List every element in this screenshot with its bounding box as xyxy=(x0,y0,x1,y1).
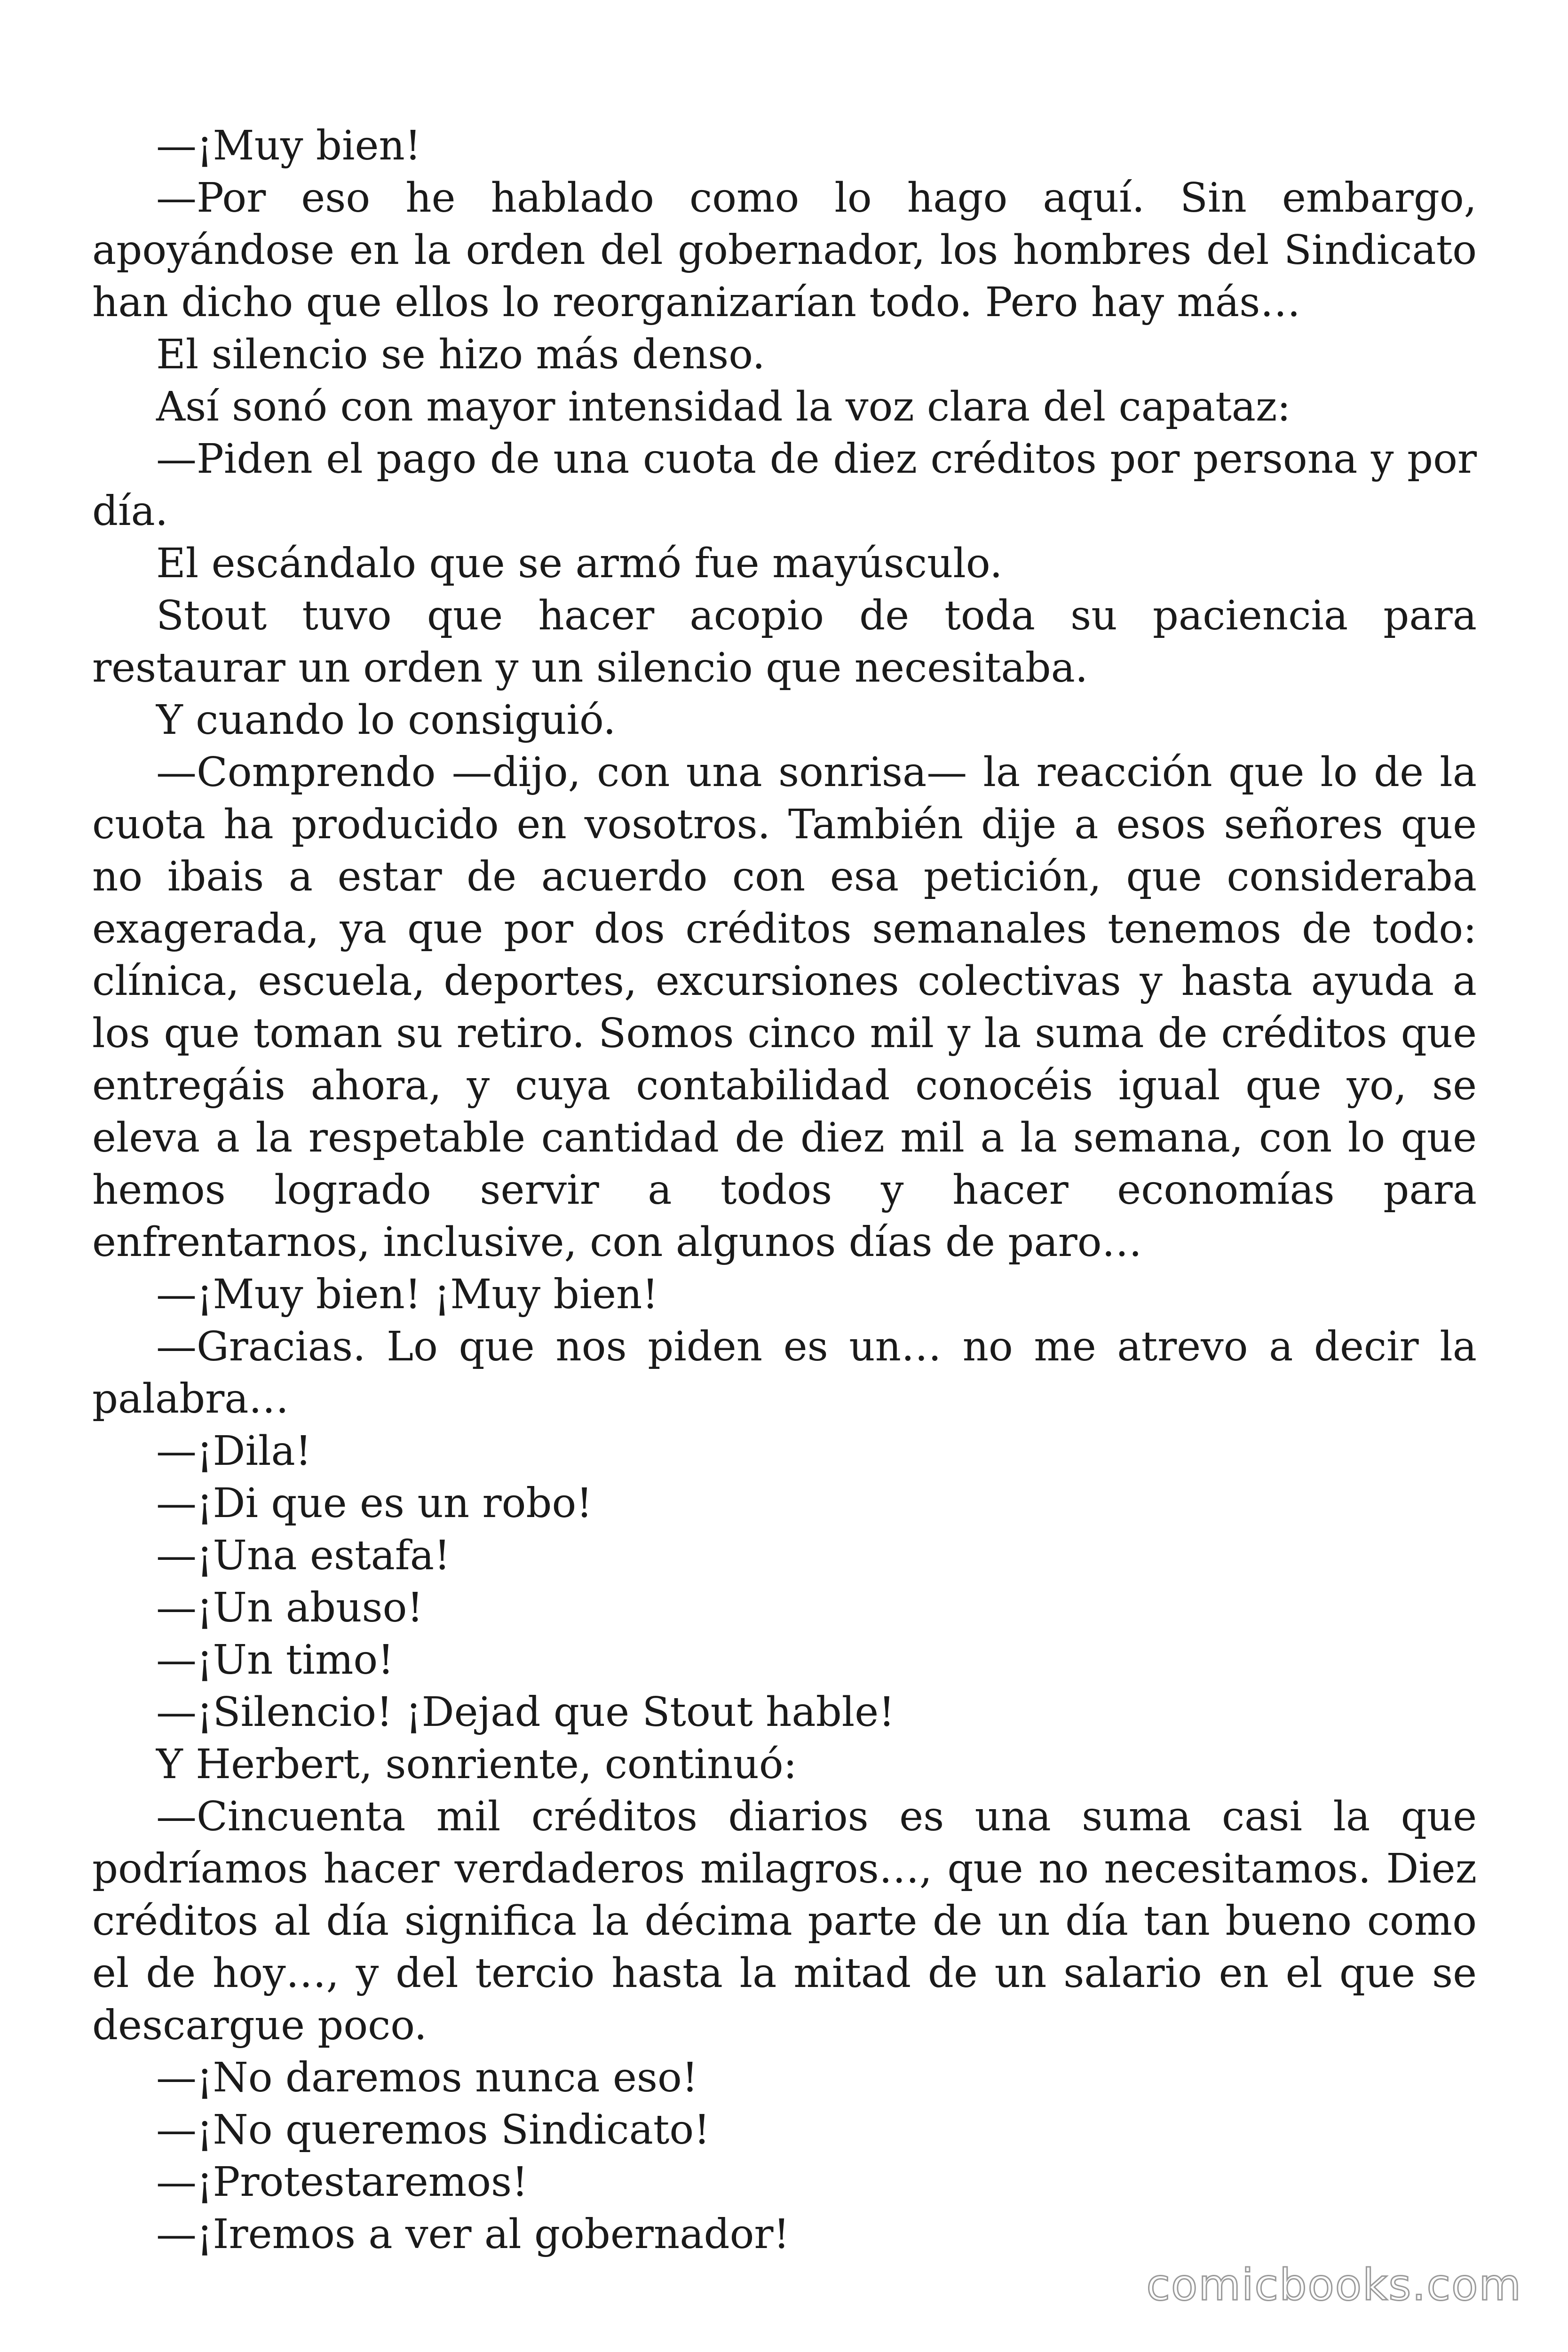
paragraph: —¡Muy bien! ¡Muy bien! xyxy=(156,1271,658,1318)
paragraph: Y Herbert, sonriente, continuó: xyxy=(156,1741,797,1788)
paragraph: —¡Protestaremos! xyxy=(156,2159,528,2206)
paragraph: —Cincuenta mil créditos diarios es una suma casi la que podríamos hacer verdaderos milagros…, que no necesitamos. Diez créditos al día significa la décima parte de un día tan bueno como el de hoy…, y del tercio hasta la mitad de un salario en el que se descargue poco. xyxy=(92,1793,1477,2049)
paragraph: —¡No daremos nunca eso! xyxy=(156,2054,698,2101)
paragraph: —Por eso he hablado como lo hago aquí. Sin embargo, apoyándose en la orden del gobernador, los hombres del Sindicato han dicho que ellos lo reorganizarían todo. Pero hay más… xyxy=(92,175,1477,326)
paragraph: —¡Una estafa! xyxy=(156,1532,451,1579)
paragraph: El silencio se hizo más denso. xyxy=(156,331,765,378)
paragraph: —¡Iremos a ver al gobernador! xyxy=(156,2211,790,2258)
paragraph: —¡Un abuso! xyxy=(156,1584,423,1631)
paragraph: —Gracias. Lo que nos piden es un… no me atrevo a decir la palabra… xyxy=(92,1323,1477,1422)
paragraph: —¡Di que es un robo! xyxy=(156,1480,593,1527)
paragraph: —¡Silencio! ¡Dejad que Stout hable! xyxy=(156,1689,895,1736)
paragraph: —¡Muy bien! xyxy=(156,122,421,169)
paragraph: Stout tuvo que hacer acopio de toda su paciencia para restaurar un orden y un silencio que necesitaba. xyxy=(92,592,1477,691)
paragraph: —¡Un timo! xyxy=(156,1637,394,1684)
paragraph: El escándalo que se armó fue mayúsculo. xyxy=(156,540,1003,587)
paragraph: Así sonó con mayor intensidad la voz clara del capataz: xyxy=(156,383,1291,430)
page-body xyxy=(92,120,1477,2261)
paragraph: —Comprendo —dijo, con una sonrisa— la reacción que lo de la cuota ha producido en vosotros. También dije a esos señores que no ibais a estar de acuerdo con esa petición, que consideraba exagerada, ya que por dos créditos semanales tenemos de todo: clínica, escuela, deportes, excursiones colectivas y hasta ayuda a los que toman su retiro. Somos cinco mil y la suma de créditos que entregáis ahora, y cuya contabilidad conocéis igual que yo, se eleva a la respetable cantidad de diez mil a la semana, con lo que hemos logrado servir a todos y hacer economías para enfrentarnos, inclusive, con algunos días de paro… xyxy=(92,749,1477,1266)
watermark: comicbooks.com xyxy=(1146,2260,1522,2310)
paragraph: —¡No queremos Sindicato! xyxy=(156,2106,710,2153)
paragraph: Y cuando lo consiguió. xyxy=(156,697,616,744)
paragraph: —¡Dila! xyxy=(156,1428,312,1475)
paragraph: —Piden el pago de una cuota de diez créditos por persona y por día. xyxy=(92,436,1477,535)
